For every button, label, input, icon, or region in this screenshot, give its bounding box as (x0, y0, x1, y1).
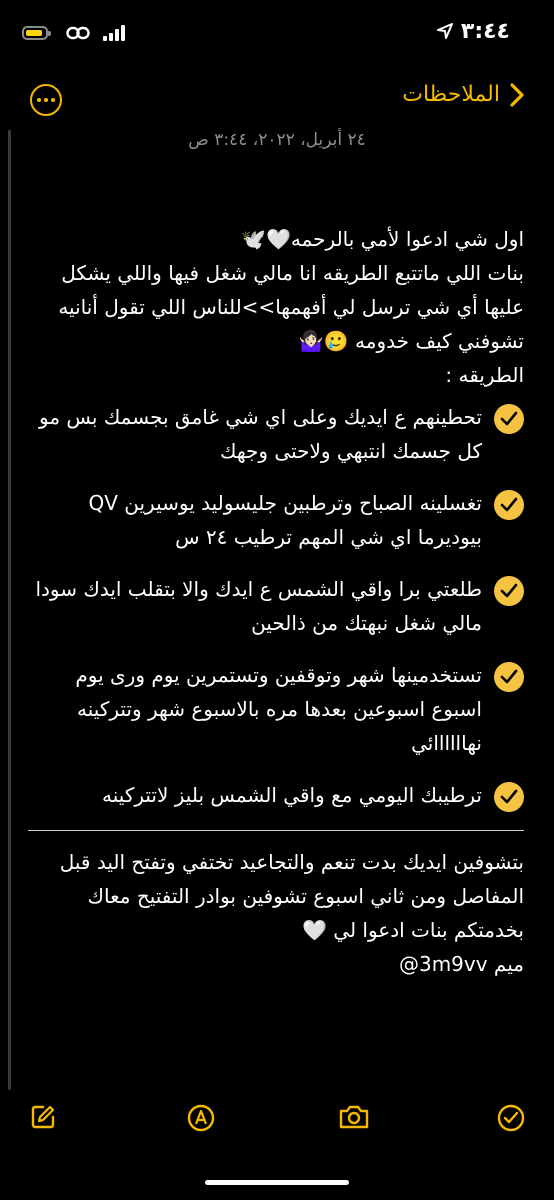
scroll-indicator[interactable] (8, 130, 11, 1090)
signal-icon (103, 25, 125, 41)
battery-icon (22, 26, 48, 40)
more-icon[interactable] (30, 84, 62, 116)
note-timestamp: ٢٤ أبريل، ٢٠٢٢، ٣:٤٤ ص (188, 130, 366, 150)
back-label: الملاحظات (402, 82, 500, 107)
note-line: بنات اللي ماتتبع الطريقه انا مالي شغل فيها واللي يشكل عليها أي شي ترسل لي أفهمها>>للناس اللي تقول أنانيه تشوفني كيف خدومه 🥲🤷🏻‍♀️ (58, 261, 524, 353)
link-icon (66, 24, 90, 42)
note-body[interactable] (28, 222, 524, 981)
checklist-item-text: تحطينهم ع ايديك وعلى اي شي غامق بجسمك بس مو كل جسمك انتبهي ولاحتى وجهك (39, 405, 482, 463)
camera-icon[interactable] (338, 1104, 370, 1130)
note-line: ميم 3m9vv@ (398, 952, 524, 976)
note-line: بتشوفين ايديك بدت تنعم والتجاعيد تختفي وتفتح اليد قبل المفاصل ومن ثاني اسبوع تشوفين بوادر التفتيح معاك (59, 850, 524, 908)
checkmark-icon[interactable] (494, 782, 524, 812)
checkmark-icon[interactable] (494, 404, 524, 434)
status-time: ٣:٤٤ (460, 19, 510, 44)
checkmark-icon[interactable] (494, 576, 524, 606)
checklist-item (28, 400, 524, 468)
checkmark-icon[interactable] (494, 490, 524, 520)
home-indicator[interactable] (205, 1180, 349, 1185)
back-button[interactable] (402, 82, 524, 107)
checklist-item (28, 572, 524, 640)
markup-icon[interactable] (187, 1104, 215, 1132)
checklist-item-text: طلعتي برا واقي الشمس ع ايدك والا بتقلب ايدك سودا مالي شغل نبهتك من ذالحين (35, 577, 482, 635)
compose-icon[interactable] (30, 1104, 56, 1130)
status-bar (0, 0, 554, 70)
separator-line (28, 830, 524, 831)
checklist-item-text: تغسلينه الصباح وترطبين جليسوليد يوسيرين QV بيوديرما اي شي المهم ترطيب ٢٤ س (88, 491, 482, 549)
checklist-item (28, 658, 524, 760)
note-line: اول شي ادعوا لأمي بالرحمه🤍🕊️ (241, 227, 524, 251)
checklist (28, 400, 524, 812)
checklist-item-text: تستخدمينها شهر وتوقفين وتستمرين يوم ورى يوم اسبوع اسبوعين بعدها مره بالاسبوع شهر وتتركينه نهاااااائي (75, 663, 482, 755)
checklist-item-text: ترطيبك اليومي مع واقي الشمس بليز لاتتركينه (102, 783, 482, 807)
location-arrow-icon (436, 22, 454, 40)
checklist-item (28, 486, 524, 554)
note-line: الطريقه : (445, 363, 524, 387)
nav-bar (0, 76, 554, 124)
note-line: بخدمتكم بنات ادعوا لي 🤍 (302, 918, 524, 942)
checklist-icon[interactable] (497, 1104, 525, 1132)
bottom-toolbar (0, 1098, 554, 1142)
checkmark-icon[interactable] (494, 662, 524, 692)
back-chevron-icon (510, 83, 524, 107)
checklist-item (28, 778, 524, 812)
